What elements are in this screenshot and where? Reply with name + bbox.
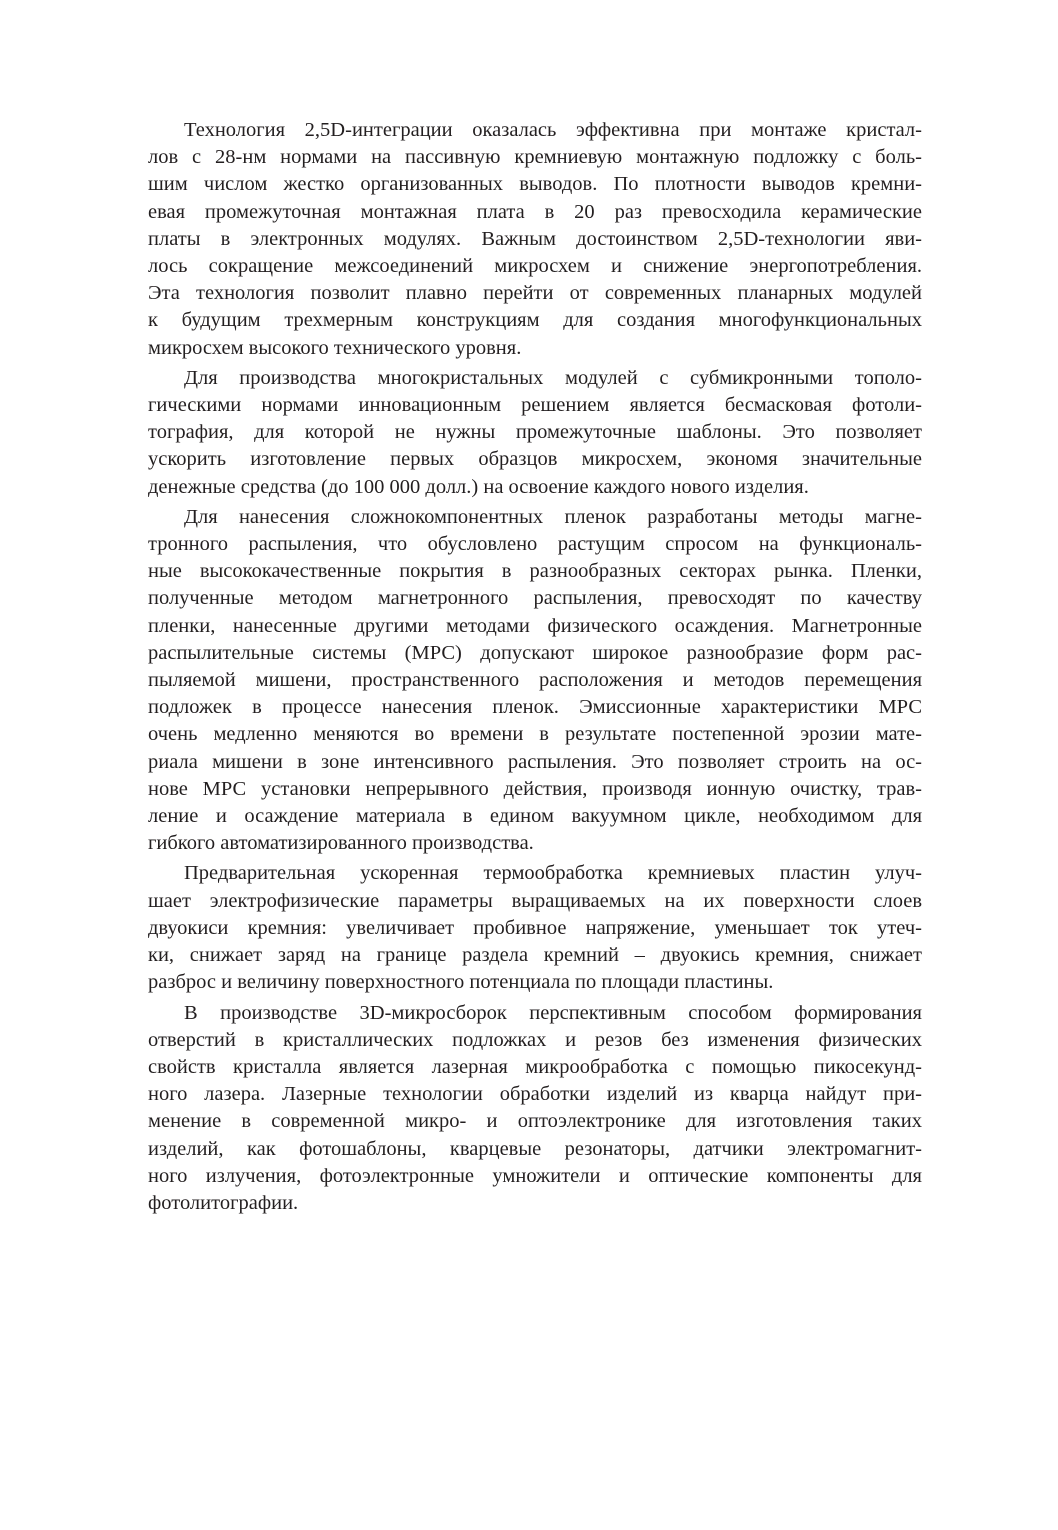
text-line: денежные средства (до 100 000 долл.) на освоение каждого нового изделия. xyxy=(148,475,809,498)
paragraph-thermal-processing xyxy=(148,860,922,996)
text-line: отверстий в кристаллических подложках и резов без изменения физических xyxy=(148,1028,922,1051)
text-line: платы в электронных модулях. Важным достоинством 2,5D-технологии яви- xyxy=(148,227,922,250)
text-line: евая промежуточная монтажная плата в 20 раз превосходила керамические xyxy=(148,200,922,223)
text-line: Для нанесения сложнокомпонентных пленок разработаны методы магне- xyxy=(184,505,922,528)
text-line: ного излучения, фотоэлектронные умножители и оптические компоненты для xyxy=(148,1164,922,1187)
text-line: В производстве 3D-микросборок перспективным способом формирования xyxy=(184,1001,922,1024)
text-line: пленки, нанесенные другими методами физического осаждения. Магнетронные xyxy=(148,614,922,637)
paragraph-integration-2-5d xyxy=(148,117,922,362)
text-line: менение в современной микро- и оптоэлектронике для изготовления таких xyxy=(148,1110,922,1133)
text-line: разброс и величину поверхностного потенциала по площади пластины. xyxy=(148,971,774,994)
text-line: тография, для которой не нужны промежуточные шаблоны. Это позволяет xyxy=(148,421,922,444)
paragraph-laser-microprocessing xyxy=(148,1000,922,1218)
text-line: шим числом жестко организованных выводов. По плотности выводов кремни- xyxy=(148,173,922,196)
text-line: свойств кристалла является лазерная микрообработка с помощью пикосекунд- xyxy=(148,1055,922,1078)
text-line: Предварительная ускоренная термообработка кремниевых пластин улуч- xyxy=(184,862,922,885)
text-line: двуокиси кремния: увеличивает пробивное напряжение, уменьшает ток утеч- xyxy=(148,916,922,939)
text-line: ускорить изготовление первых образцов микросхем, экономя значительные xyxy=(148,448,922,471)
text-line: к будущим трехмерным конструкциям для создания многофункциональных xyxy=(148,309,922,332)
text-line: микросхем высокого технического уровня. xyxy=(148,336,522,359)
text-line: шает электрофизические параметры выращиваемых на их поверхности слоев xyxy=(148,889,922,912)
text-line: гибкого автоматизированного производства. xyxy=(148,832,534,855)
text-line: изделий, как фотошаблоны, кварцевые резонаторы, датчики электромагнит- xyxy=(148,1137,922,1160)
text-line: фотолитографии. xyxy=(148,1191,299,1214)
text-line: лось сокращение межсоединений микросхем и снижение энергопотребления. xyxy=(148,255,922,278)
text-line: полученные методом магнетронного распыления, превосходят по качеству xyxy=(148,587,922,610)
text-line: Технология 2,5D-интеграции оказалась эффективна при монтаже кристал- xyxy=(184,119,922,141)
text-line: нове МРС установки непрерывного действия, производя ионную очистку, трав- xyxy=(148,777,922,800)
text-line: Эта технология позволит плавно перейти от современных планарных модулей xyxy=(148,282,922,305)
text-line: очень медленно меняются во времени в результате постепенной эрозии мате- xyxy=(148,723,922,746)
text-line: гическими нормами инновационным решением является бесмасковая фотоли- xyxy=(148,394,922,417)
text-line: ного лазера. Лазерные технологии обработки изделий из кварца найдут при- xyxy=(148,1083,922,1106)
text-line: подложек в процессе нанесения пленок. Эмиссионные характеристики МРС xyxy=(148,696,922,719)
text-line: пыляемой мишени, пространственного расположения и методов перемещения xyxy=(148,669,922,692)
paragraph-maskless-lithography xyxy=(148,365,922,501)
text-line: лов с 28-нм нормами на пассивную кремниевую монтажную подложку с боль- xyxy=(148,146,922,169)
text-line: тронного распыления, что обусловлено растущим спросом на функциональ- xyxy=(148,533,922,556)
text-line: риала мишени в зоне интенсивного распыления. Это позволяет строить на ос- xyxy=(148,750,922,773)
text-line: распылительные системы (МРС) допускают широкое разнообразие форм рас- xyxy=(148,641,922,664)
text-line: ные высококачественные покрытия в разнообразных секторах рынка. Пленки, xyxy=(148,560,922,583)
paragraph-magnetron-sputtering xyxy=(148,504,922,858)
text-line: Для производства многокристальных модулей с субмикронными тополо- xyxy=(184,366,922,389)
text-line: ки, снижает заряд на границе раздела кремний – двуокись кремния, снижает xyxy=(148,944,922,967)
page-body xyxy=(148,117,922,1217)
text-line: ление и осаждение материала в едином вакуумном цикле, необходимом для xyxy=(148,805,922,828)
